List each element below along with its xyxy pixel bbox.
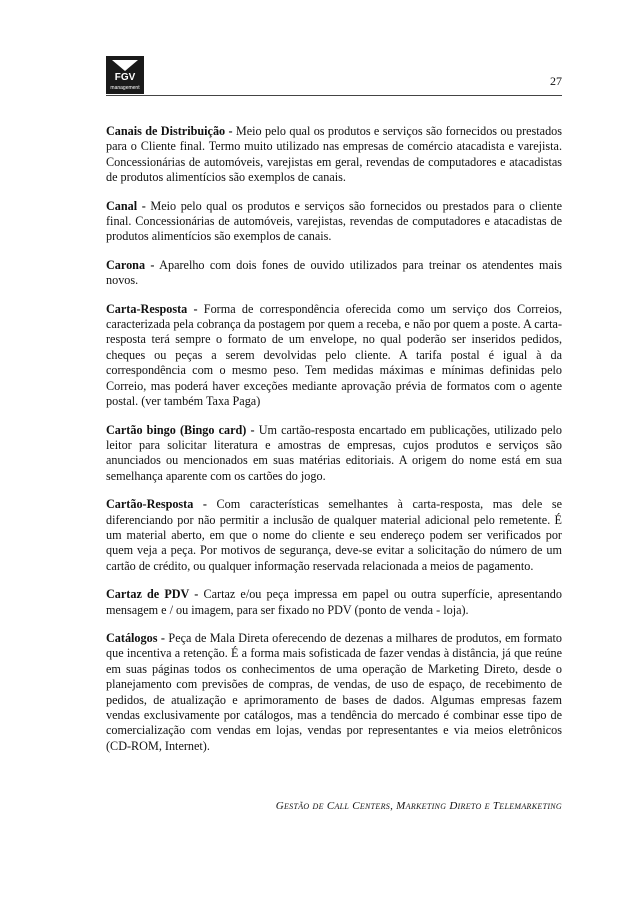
entry-definition: Meio pelo qual os produtos e serviços são fornecidos ou prestados para o Cliente final. Termo muito utilizado nas empresas de comércio atacadista e varejista. Concessionárias de automóveis, varejistas em geral, revendas de computadores e atacadistas de produtos alimentícios são exemplos de canais. [106,124,562,185]
glossary-entry [106,199,562,245]
entry-definition: Com características semelhantes à carta-resposta, mas dele se diferenciando por não permitir a inclusão de qualquer material adicional pelo remetente. É um material aberto, em que o nome do cliente e seu endereço podem ser verificados por quem veja a peça. Por motivos de segurança, deve-se evitar a solicitação do número de um cartão de crédito, ou qualquer informação reservada relacionada a meios de pagamento. [106,497,562,573]
glossary-entry [106,302,562,410]
page-footer: Gestão de Call Centers, Marketing Direto e Telemarketing [275,800,562,812]
glossary-entry [106,587,562,618]
entry-definition: Forma de correspondência oferecida como um serviço dos Correios, caracterizada pela cobrança da postagem por quem a receba, e não por quem a poste. A carta-resposta terá sempre o formato de um envelope, no qual poderão ser inseridos pedidos, cheques ou peças a serem devolvidas pelo cliente. A tarifa postal é igual à da correspondência com o mesmo peso. Tem medidas máximas e mínimas definidas pelo Correio, mas poderá haver exceções mediante aprovação prévia de formatos com o agente postal. (ver também Taxa Paga) [106,301,562,409]
entry-term: Catálogos - [106,630,165,645]
entry-term: Carta-Resposta - [106,301,198,316]
entry-term: Carona - [106,257,155,272]
glossary-entry [106,258,562,289]
fgv-logo [106,56,144,94]
glossary-entry [106,423,562,485]
entry-definition: Um cartão-resposta encartado em publicações, utilizado pelo leitor para solicitar literatura e amostras de empresas, cujos produtos e serviços são anunciados ou mencionados em suas matérias editoriais. A origem do nome está em sua semelhança aparente com os cartões do jogo. [106,422,562,483]
glossary-entry [106,497,562,574]
entry-definition: Peça de Mala Direta oferecendo de dezenas a milhares de produtos, em formato que incentiva a retenção. É a forma mais sofisticada de fazer vendas à distância, já que reúne em suas páginas todos os conhecimentos de uma operação de Marketing Direto, desde o planejamento com previsões de compras, de vendas, de uso de espaço, de recebimento de pedidos, de atualização e aprimoramento de bases de dados. Algumas empresas fazem vendas exclusivamente por catálogos, mas a tendência do mercado é combinar esse tipo de comercialização com vendas em lojas, vendas por representantes e via meios eletrônicos (CD-ROM, Internet). [106,630,562,753]
entry-definition: Aparelho com dois fones de ouvido utilizados para treinar os atendentes mais novos. [106,257,563,288]
glossary-entry [106,631,562,754]
entry-term: Canais de Distribuição - [106,124,233,138]
entry-term: Cartão-Resposta - [106,497,207,512]
glossary-content [106,124,562,767]
logo-text: FGV [114,72,136,83]
logo-subtext: management [110,85,140,91]
entry-term: Cartaz de PDV - [106,587,199,602]
glossary-entry [106,124,562,186]
entry-definition: Cartaz e/ou peça impressa em papel ou outra superfície, apresentando mensagem e / ou imagem, para ser fixado no PDV (ponto de venda - loja). [106,587,562,617]
entry-definition: Meio pelo qual os produtos e serviços são fornecidos ou prestados para o cliente final. Concessionárias de automóveis, varejistas, revendas de computadores e atacadistas de produtos alimentícios são exemplos de canais. [106,198,563,244]
entry-term: Cartão bingo (Bingo card) - [106,422,255,437]
header-divider [106,95,562,96]
entry-term: Canal - [106,198,146,213]
page-number: 27 [550,74,562,88]
